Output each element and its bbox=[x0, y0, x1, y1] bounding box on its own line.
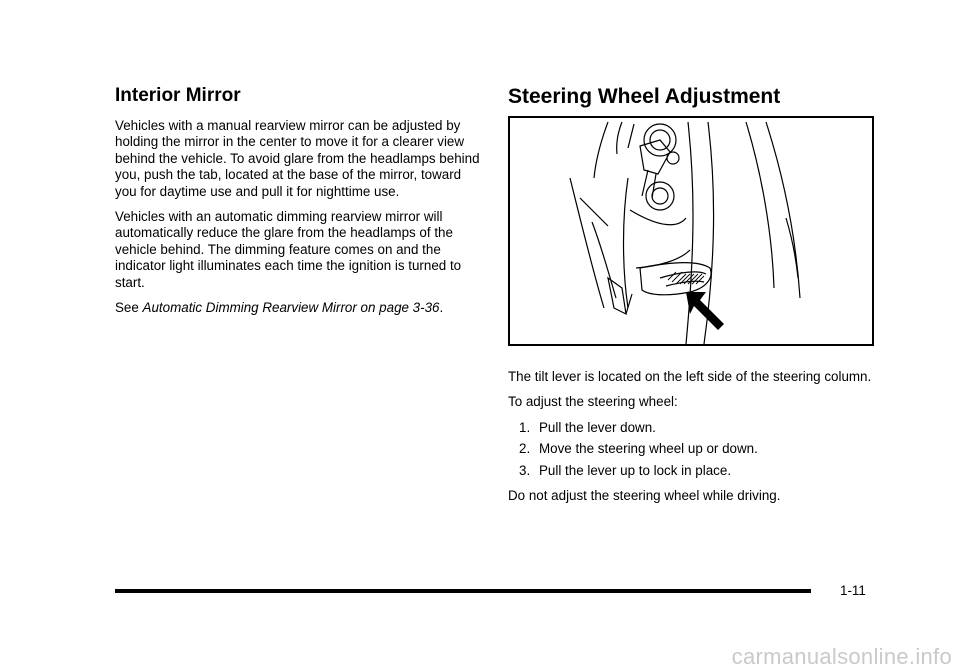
list-item bbox=[519, 463, 878, 479]
see-suffix: . bbox=[439, 300, 444, 316]
pointer-arrow-icon bbox=[686, 292, 724, 330]
steering-column-figure bbox=[508, 116, 874, 346]
interior-mirror-heading: Interior Mirror bbox=[115, 85, 241, 106]
step-text: Pull the lever up to lock in place. bbox=[539, 462, 732, 478]
step-text: Pull the lever down. bbox=[539, 419, 656, 435]
list-item bbox=[519, 441, 878, 457]
page-number: 1-11 bbox=[840, 583, 866, 598]
watermark: carmanualsonline.info bbox=[731, 644, 952, 669]
adjust-steps-list bbox=[508, 420, 878, 479]
interior-mirror-paragraph-2: Vehicles with an automatic dimming rearview mirror will automatically reduce the glare from the headlamps of the vehicle behind. The dimming feature comes on and the indicator light illuminates each time the ignition is turned to start. bbox=[115, 209, 462, 290]
step-number: 2. bbox=[519, 441, 531, 457]
step-text: Move the steering wheel up or down. bbox=[539, 441, 758, 457]
right-column bbox=[508, 84, 878, 513]
see-reference-link[interactable]: Automatic Dimming Rearview Mirror on page 3-36 bbox=[142, 300, 440, 316]
steering-wheel-heading: Steering Wheel Adjustment bbox=[508, 85, 781, 108]
see-reference bbox=[115, 300, 480, 316]
steering-column-tilt-lever-illustration-icon bbox=[510, 118, 872, 344]
step-number: 3. bbox=[519, 462, 531, 478]
step-number: 1. bbox=[519, 419, 531, 435]
footer-rule bbox=[115, 589, 811, 593]
adjust-lead: To adjust the steering wheel: bbox=[508, 394, 678, 410]
left-column bbox=[115, 84, 480, 325]
driving-warning: Do not adjust the steering wheel while driving. bbox=[508, 488, 781, 504]
interior-mirror-paragraph-1: Vehicles with a manual rearview mirror can be adjusted by holding the mirror in the center to move it for a clearer view behind the vehicle. To avoid glare from the headlamps behind you, push the tab, located at the base of the mirror, toward you for daytime use and pull it for nighttime use. bbox=[115, 118, 480, 199]
see-prefix: See bbox=[115, 300, 143, 316]
list-item bbox=[519, 420, 878, 436]
tilt-lever-location: The tilt lever is located on the left side of the steering column. bbox=[508, 369, 872, 384]
